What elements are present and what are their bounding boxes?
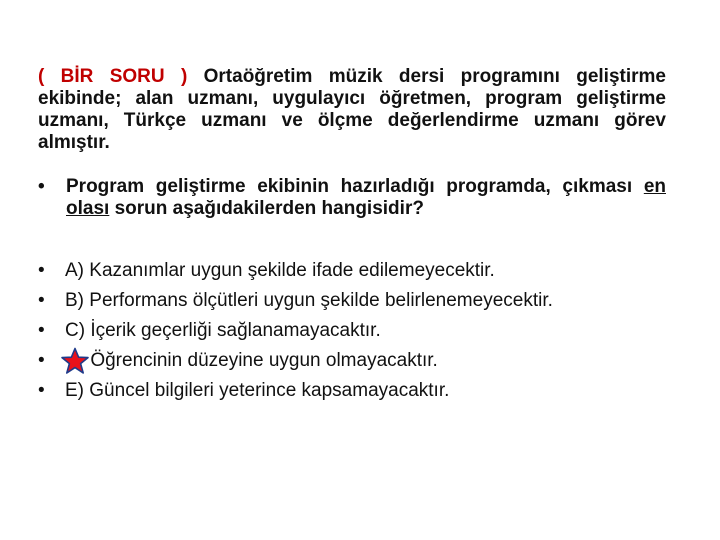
star-icon <box>60 347 90 375</box>
prompt-after: sorun aşağıdakilerden hangisidir? <box>109 198 424 219</box>
option-text <box>65 346 438 376</box>
option-a[interactable] <box>38 256 678 286</box>
option-text: E) Güncel bilgileri yeterince kapsamayacaktır. <box>65 380 450 401</box>
prompt-text <box>66 176 666 220</box>
option-b[interactable] <box>38 286 678 316</box>
option-body: Öğrencinin düzeyine uygun olmayacaktır. <box>85 350 438 371</box>
option-text: A) Kazanımlar uygun şekilde ifade edilemeyecektir. <box>65 260 495 281</box>
option-bullet: • <box>38 350 45 371</box>
question-label: ( BİR SORU ) <box>38 66 188 87</box>
option-d[interactable] <box>38 346 678 376</box>
prompt-underlined: en olası <box>66 176 666 219</box>
question-stem <box>38 66 666 154</box>
prompt-before: Program geliştirme ekibinin hazırladığı programda, çıkması <box>66 176 644 197</box>
option-bullet: • <box>38 260 45 281</box>
option-c[interactable] <box>38 316 678 346</box>
question-prompt <box>38 176 666 220</box>
option-bullet: • <box>38 380 45 401</box>
option-bullet: • <box>38 320 45 341</box>
question-text: Ortaöğretim müzik dersi programını geliştirme ekibinde; alan uzmanı, uygulayıcı öğretmen, program geliştirme uzmanı, Türkçe uzmanı ve ölçme değerlendirme uzmanı görev almıştır. <box>38 66 666 153</box>
option-e[interactable] <box>38 376 678 406</box>
prompt-bullet: • <box>38 176 45 197</box>
answer-options <box>38 256 678 406</box>
option-text: B) Performans ölçütleri uygun şekilde belirlenemeyecektir. <box>65 290 553 311</box>
option-text: C) İçerik geçerliği sağlanamayacaktır. <box>65 320 381 341</box>
option-bullet: • <box>38 290 45 311</box>
